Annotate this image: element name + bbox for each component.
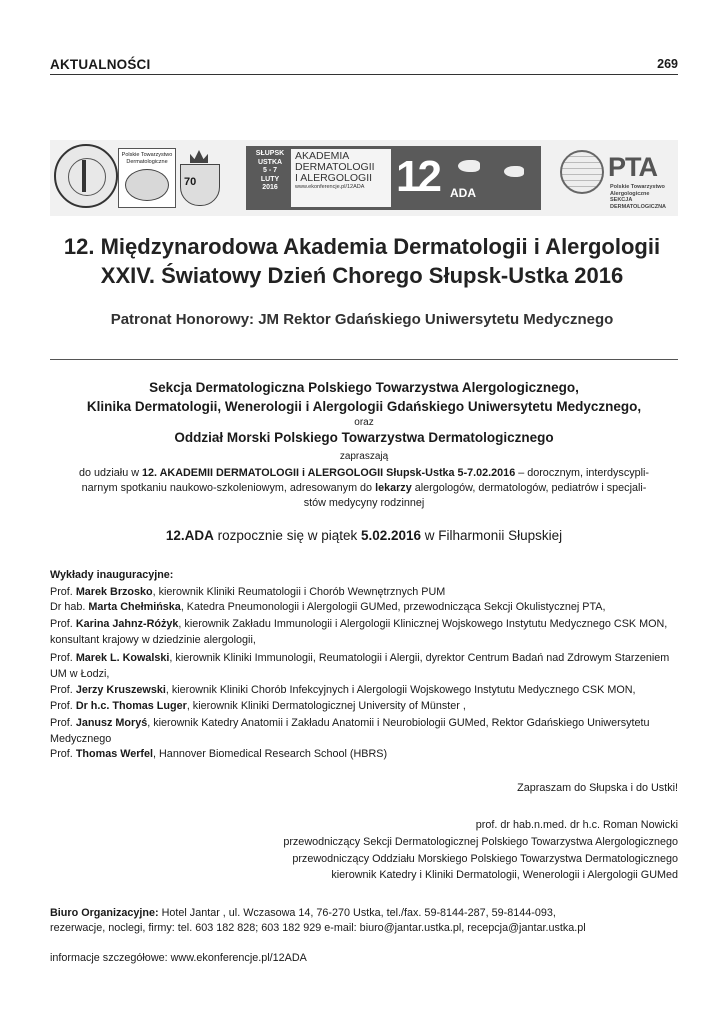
start-line xyxy=(50,528,678,543)
lecture-desc: , kierownik Kliniki Chorób Infekcyjnych i Alergologii Wojskowego Instytutu Medycznego CSK MON, xyxy=(165,684,636,696)
page-number: 269 xyxy=(657,57,678,71)
signature-role: przewodniczący Oddziału Morskiego Polskiego Towarzystwa Dermatologicznego xyxy=(292,853,678,865)
page-title xyxy=(0,232,724,290)
lecturer-name: Dr h.c. Thomas Luger xyxy=(75,700,187,712)
lecture-desc: , Katedra Pneumonologii i Alergologii GUMed, przewodnicząca Sekcji Okulistycznej PTA, xyxy=(180,601,606,613)
lecturer-name: Jerzy Kruszewski xyxy=(75,684,166,696)
invite-event: 12. AKADEMII DERMATOLOGII i ALERGOLOGII Słupsk-Ustka 5-7.02.2016 xyxy=(142,467,516,479)
invite-audience: lekarzy xyxy=(375,482,412,494)
organizers xyxy=(50,378,678,416)
banner-year: 2016 xyxy=(262,184,278,191)
start-date: 5.02.2016 xyxy=(360,528,422,543)
organizer-1: Sekcja Dermatologiczna Polskiego Towarzystwa Alergologicznego, xyxy=(149,380,579,395)
lecture-item xyxy=(50,747,678,763)
lecture-desc: , kierownik Kliniki Dermatologicznej University of Münster , xyxy=(186,700,466,712)
banner-ada: ADA xyxy=(450,186,476,200)
globe-icon xyxy=(560,150,604,194)
lecturer-name: Janusz Moryś xyxy=(75,717,148,729)
lecture-desc: , kierownik Kliniki Immunologii, Reumatologii i Alergii, dyrektor Centrum Badań nad Zdrowym Starzeniem UM w Łodzi, xyxy=(50,652,670,680)
ada-banner-logo xyxy=(246,146,541,210)
pta-sub1: Polskie Towarzystwo xyxy=(610,184,665,190)
title-line1: 12. Międzynarodowa Akademia Dermatologii i Alergologii xyxy=(63,234,661,259)
start-mid: rozpocznie się w piątek xyxy=(213,528,361,543)
banner-month: LUTY xyxy=(260,175,280,183)
banner-akademia xyxy=(291,149,391,207)
conjunction: oraz xyxy=(354,417,374,428)
crown-icon xyxy=(190,150,208,163)
seagull-icon xyxy=(458,160,480,172)
banner-city: SŁUPSK xyxy=(255,150,285,157)
seal-inner-ring xyxy=(68,158,106,196)
banner-days: 5 - 7 xyxy=(262,167,277,174)
banner-dates xyxy=(252,150,288,193)
crown-emblem-logo xyxy=(178,150,220,206)
lecturer-name: Karina Jahnz-Różyk xyxy=(75,618,179,630)
pta-sub2: Alergologiczne xyxy=(610,190,650,197)
invite-part: narnym spotkaniu naukowo-szkoleniowym, adresowanym do xyxy=(81,482,376,494)
lecture-item xyxy=(50,699,678,715)
pta-subtitle xyxy=(610,184,678,210)
lecture-item xyxy=(50,617,678,648)
lecture-desc: , Hannover Biomedical Research School (HBRS) xyxy=(153,748,388,760)
title-line2: XXIV. Światowy Dzień Chorego Słupsk-Ustka 2016 xyxy=(100,263,624,288)
lecturer-name: Marek Brzosko xyxy=(75,586,153,598)
office-contacts: rezerwacje, noclegi, firmy: tel. 603 182 828; 603 182 929 e-mail: biuro@jantar.ustka.pl, recepcja@jantar.ustka.pl xyxy=(50,922,586,934)
pts-logo-text: Polskie Towarzystwo Dermatologiczne xyxy=(121,152,173,165)
invite-part: stów medycyny rodzinnej xyxy=(303,497,425,509)
pts-emblem xyxy=(125,169,169,201)
signature-name: prof. dr hab.n.med. dr h.c. Roman Nowicki xyxy=(475,819,678,831)
section-label: AKTUALNOŚCI xyxy=(50,57,151,72)
logo-band xyxy=(50,140,678,216)
invite-part: do udziału w xyxy=(78,467,143,479)
closing-line: Zapraszam do Słupska i do Ustki! xyxy=(517,782,678,794)
lecture-item xyxy=(50,683,678,699)
banner-city2: USTKA xyxy=(257,158,283,166)
lectures-heading: Wykłady inauguracyjne: xyxy=(50,569,174,581)
pta-sub3: SEKCJA DERMATOLOGICZNA xyxy=(610,197,667,210)
divider xyxy=(50,359,678,360)
banner-url: www.ekonferencje.pl/12ADA xyxy=(295,184,365,190)
office-address: Hotel Jantar , ul. Wczasowa 14, 76-270 Ustka, tel./fax. 59-8144-287, 59-8144-093, xyxy=(158,907,556,919)
lecture-title: Prof. xyxy=(50,618,76,630)
start-ada: 12.ADA xyxy=(165,528,214,543)
lecture-item xyxy=(50,585,678,601)
invite-part: alergologów, dermatologów, pediatrów i specjali- xyxy=(411,482,647,494)
lecture-item xyxy=(50,600,678,616)
lecture-desc: , kierownik Zakładu Immunologii i Alergologii Klinicznej Wojskowego Instytutu Medycznego CSK MON, konsultant krajowy w dziedzinie alergologii, xyxy=(50,618,668,646)
banner-line1: AKADEMIA xyxy=(295,150,350,162)
invite-word: zapraszają xyxy=(339,451,389,462)
info-link: informacje szczegółowe: www.ekonferencje.pl/12ADA xyxy=(50,952,307,964)
organizer-2: Klinika Dermatologii, Wenerologii i Alergologii Gdańskiego Uniwersytetu Medycznego, xyxy=(86,399,642,414)
lecturer-name: Thomas Werfel xyxy=(75,748,154,760)
banner-number: 12 xyxy=(396,152,439,201)
lecture-desc: , kierownik Katedry Anatomii i Zakładu Anatomii i Neurobiologii GUMed, Rektor Gdańskiego Uniwersytetu Medycznego xyxy=(50,717,650,745)
seagull-icon xyxy=(504,166,524,177)
lecture-title: Prof. xyxy=(50,586,76,598)
seal-staff-mark xyxy=(82,160,86,192)
lecture-title: Prof. xyxy=(50,684,76,696)
university-seal-logo xyxy=(54,144,118,208)
pta-logo xyxy=(560,146,678,208)
pta-name: PTA xyxy=(608,152,657,182)
banner-line2: DERMATOLOGII xyxy=(295,161,375,173)
lecture-item xyxy=(50,716,678,747)
lecturer-name: Marta Chełmińska xyxy=(88,601,181,613)
organizer-3: Oddział Morski Polskiego Towarzystwa Dermatologicznego xyxy=(174,430,554,445)
anniversary-number: 70 xyxy=(184,176,197,188)
lecture-title: Prof. xyxy=(50,700,76,712)
signature-role: kierownik Katedry i Kliniki Dermatologii, Wenerologii i Alergologii GUMed xyxy=(331,869,678,881)
lecture-item xyxy=(50,651,678,682)
signature-role: przewodniczący Sekcji Dermatologicznej Polskiego Towarzystwa Alergologicznego xyxy=(283,836,678,848)
office-label: Biuro Organizacyjne: xyxy=(50,907,159,919)
pts-logo xyxy=(118,148,176,208)
header-rule xyxy=(50,74,678,75)
lecture-title: Dr hab. xyxy=(50,601,89,613)
invitation-text xyxy=(50,466,678,511)
patronage: Patronat Honorowy: JM Rektor Gdańskiego Uniwersytetu Medycznego xyxy=(110,311,614,328)
lecture-title: Prof. xyxy=(50,717,76,729)
lecturer-name: Marek L. Kowalski xyxy=(75,652,170,664)
invite-part: – dorocznym, interdyscypli- xyxy=(515,467,650,479)
lecture-title: Prof. xyxy=(50,652,76,664)
lecture-desc: , kierownik Kliniki Reumatologii i Chorób Wewnętrznych PUM xyxy=(152,586,446,598)
start-end: w Filharmonii Słupskiej xyxy=(421,528,563,543)
banner-line3: I ALERGOLOGII xyxy=(295,172,373,184)
lecture-title: Prof. xyxy=(50,748,76,760)
office-info xyxy=(50,906,678,936)
